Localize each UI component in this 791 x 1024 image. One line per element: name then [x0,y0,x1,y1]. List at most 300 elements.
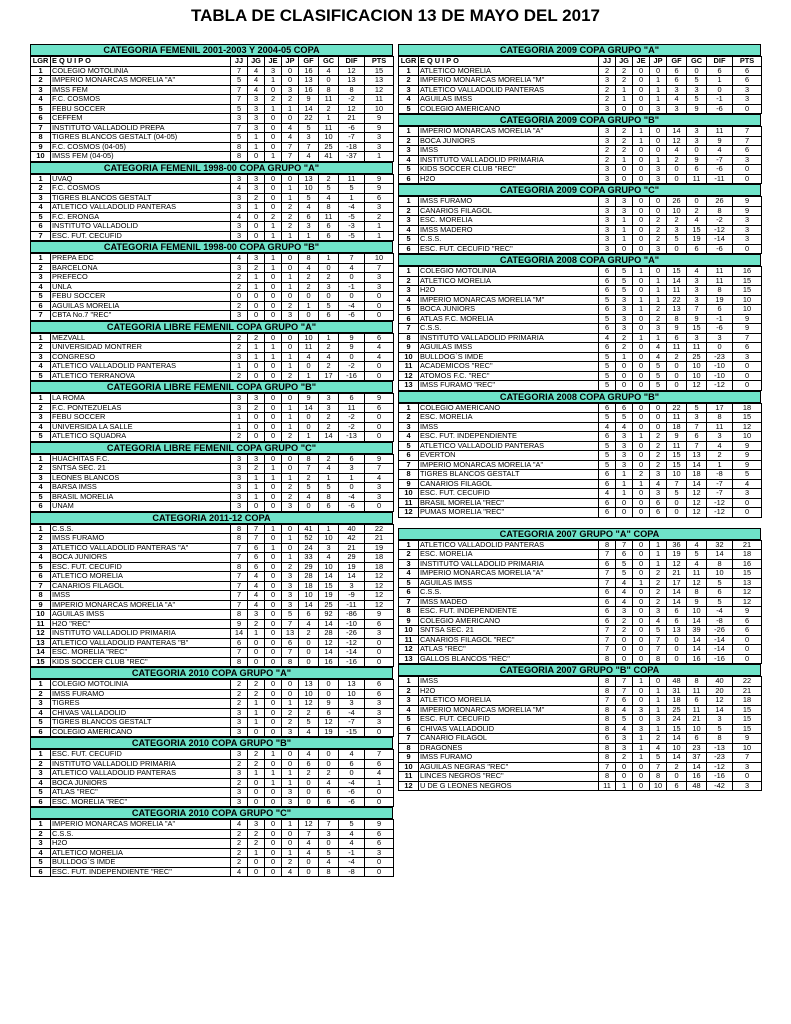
stat-cell: 1 [616,470,633,480]
stat-cell: -4 [339,858,365,868]
stat-cell: 5 [667,489,687,499]
team-cell: COLEGIO AMERICANO [419,403,599,413]
stat-cell: 0 [265,502,282,512]
stat-cell: -7 [339,133,365,143]
stat-cell: 3 [299,133,319,143]
rank-cell: 3 [31,193,51,203]
stat-cell: 11 [319,212,339,222]
stat-cell: 0 [365,371,394,381]
stat-cell: 4 [319,352,339,362]
stat-cell: -2 [339,362,365,372]
stat-cell: 5 [616,715,633,725]
stat-cell: 3 [282,581,299,591]
stat-cell: 5 [231,104,248,114]
stat-cell: 2 [599,155,616,165]
stat-cell: 1 [248,629,265,639]
team-cell: C.S.S. [51,829,231,839]
stat-cell: 0 [282,689,299,699]
stat-cell: 3 [231,193,248,203]
stat-cell: 0 [299,778,319,788]
stat-cell: 21 [365,534,394,544]
team-cell: IMSS FEM (04-05) [51,152,231,162]
stat-cell: 4 [616,422,633,432]
stat-cell: 8 [687,588,707,598]
stat-cell: 8 [319,85,339,95]
stat-cell: 2 [650,216,667,226]
stat-cell: 3 [616,734,633,744]
stat-cell: 4 [733,479,762,489]
category-header: CATEGORIA 2010 COPA GRUPO "C" [30,807,393,819]
stat-cell: 12 [299,820,319,830]
stat-cell: 1 [650,155,667,165]
rank-cell: 11 [399,635,419,645]
table-row [31,222,394,232]
stat-cell: 0 [733,645,762,655]
stat-cell: 1 [265,76,282,86]
stat-cell: 0 [265,708,282,718]
stat-cell: 0 [265,562,282,572]
table-row [399,686,762,696]
stat-cell: 1 [299,301,319,311]
table-row [31,727,394,737]
stat-cell: 1 [650,295,667,305]
stat-cell: 1 [282,848,299,858]
table-row [399,451,762,461]
stat-cell: 4 [599,333,616,343]
rank-cell: 1 [399,267,419,277]
stat-cell: 6 [299,212,319,222]
stat-cell: 0 [667,174,687,184]
stat-cell: 21 [339,114,365,124]
team-cell: IMPERIO MONARCAS MORELIA "A" [51,76,231,86]
stat-cell: 12 [667,136,687,146]
stat-cell: 7 [650,635,667,645]
rank-cell: 3 [31,473,51,483]
stat-cell: 2 [248,193,265,203]
stat-cell: 9 [733,734,762,744]
stat-cell: 2 [319,362,339,372]
stat-cell: 2 [319,454,339,464]
stat-cell: 15 [733,276,762,286]
stat-cell: 7 [687,305,707,315]
team-cell: C.S.S. [419,588,599,598]
table-row [399,295,762,305]
stat-cell: 0 [282,114,299,124]
table-row [399,734,762,744]
team-cell: COLEGIO AMERICANO [51,727,231,737]
team-cell: IMPERIO MONARCAS MORELIA "M" [419,76,599,86]
stat-cell: 2 [616,616,633,626]
stat-cell: 3 [599,206,616,216]
stat-cell: 14 [687,460,707,470]
stat-cell: 19 [687,235,707,245]
rank-cell: 12 [399,371,419,381]
table-row [31,492,394,502]
stat-cell: -6 [339,502,365,512]
category-header: CATEGORIA 2010 COPA GRUPO "A" [30,667,393,679]
stat-cell: 0 [299,797,319,807]
stat-cell: 3 [231,464,248,474]
stat-cell: 4 [365,769,394,779]
stat-cell: 0 [633,451,650,461]
stat-cell: 2 [599,66,616,76]
team-cell: ATLETICO MORELIA [419,696,599,706]
rank-cell: 7 [399,324,419,334]
table-row [31,638,394,648]
stat-cell: -10 [707,362,733,372]
stat-cell: 4 [282,867,299,877]
stat-cell: 7 [231,572,248,582]
stat-cell: 3 [231,718,248,728]
stat-cell: 0 [733,165,762,175]
stat-cell: 36 [667,540,687,550]
stat-cell: 0 [633,569,650,579]
team-cell: COLEGIO AMERICANO [419,616,599,626]
team-cell: CHIVAS VALLADOLID [51,708,231,718]
column-header: E Q U I P O [419,57,599,67]
stat-cell: 0 [633,343,650,353]
stat-cell: 12 [365,85,394,95]
stat-cell: 41 [319,152,339,162]
table-row [31,778,394,788]
stat-cell: 14 [687,616,707,626]
team-cell: IMSS [51,591,231,601]
table-row [399,314,762,324]
table-row [399,772,762,782]
stat-cell: 3 [599,244,616,254]
stat-cell: 9 [687,314,707,324]
stat-cell: 0 [265,657,282,667]
column-header: GC [319,57,339,67]
stat-cell: 28 [299,572,319,582]
stat-cell: 1 [616,85,633,95]
stat-cell: 0 [339,483,365,493]
rank-cell: 5 [31,492,51,502]
stat-cell: 0 [299,311,319,321]
stat-cell: 3 [248,610,265,620]
table-row [399,550,762,560]
stat-cell: 6 [599,276,616,286]
stat-cell: 2 [299,282,319,292]
stat-cell: 2 [282,432,299,442]
stat-cell: 3 [650,165,667,175]
stat-cell: 5 [599,441,616,451]
stat-cell: 22 [365,524,394,534]
column-header: DIF [707,57,733,67]
stat-cell: 0 [319,689,339,699]
stat-cell: 11 [707,276,733,286]
stat-cell: 1 [633,305,650,315]
stat-cell: -2 [339,95,365,105]
table-row [31,502,394,512]
stat-cell: -4 [339,301,365,311]
stat-cell: 3 [248,820,265,830]
stat-cell: 19 [707,295,733,305]
stat-cell: 3 [282,600,299,610]
stat-cell: 5 [650,626,667,636]
rank-cell: 6 [399,174,419,184]
stat-cell: 8 [319,867,339,877]
table-row [31,203,394,213]
stat-cell: 1 [282,534,299,544]
stat-cell: 0 [265,788,282,798]
stat-cell: 2 [282,562,299,572]
rank-cell: 6 [31,114,51,124]
stat-cell: 2 [231,759,248,769]
team-cell: F.C. ERONGA [51,212,231,222]
team-cell: FEBU SOCCER [51,104,231,114]
stat-cell: 4 [339,829,365,839]
stat-cell: 4 [650,743,667,753]
stat-cell: -23 [707,753,733,763]
team-cell: AGUILAS IMSS [419,578,599,588]
category-header: CATEGORIA FEMENIL 1998-00 COPA GRUPO "A" [30,162,393,174]
table-row [31,629,394,639]
table-row [31,848,394,858]
stat-cell: 0 [667,362,687,372]
team-cell: F.C. COSMOS [51,184,231,194]
rank-cell: 1 [399,677,419,687]
rank-cell: 7 [31,581,51,591]
stat-cell: 12 [733,597,762,607]
stat-cell: 25 [319,600,339,610]
stat-cell: 24 [299,543,319,553]
page-title: TABLA DE CLASIFICACION 13 DE MAYO DEL 2017 [190,6,601,25]
stat-cell: 1 [282,413,299,423]
column-header: JE [633,57,650,67]
stat-cell: 41 [299,524,319,534]
stat-cell: 6 [733,626,762,636]
standings-block [30,512,393,668]
stat-cell: 1 [339,193,365,203]
team-cell: BULLDOG`S IMDE [51,858,231,868]
stat-cell: 39 [687,626,707,636]
stat-cell: 6 [599,508,616,518]
stat-cell: 14 [299,600,319,610]
stat-cell: 3 [339,699,365,709]
stat-cell: 0 [667,381,687,391]
stat-cell: 0 [265,371,282,381]
stat-cell: 0 [265,174,282,184]
stat-cell: 3 [365,699,394,709]
stat-cell: 26 [667,197,687,207]
table-row [399,635,762,645]
stat-cell: 0 [616,174,633,184]
team-cell: CANARIOS FILAGOL [419,206,599,216]
stat-cell: 4 [707,146,733,156]
stat-cell: 2 [282,858,299,868]
rank-cell: 3 [31,839,51,849]
stat-cell: 3 [616,451,633,461]
team-cell: IMSS MADEO [419,597,599,607]
stat-cell: 2 [667,352,687,362]
stat-cell: 3 [231,394,248,404]
stat-cell: 1 [633,432,650,442]
column-header: LGR [31,57,51,67]
table-row [31,413,394,423]
stat-cell: 6 [319,311,339,321]
stat-cell: -14 [707,635,733,645]
stat-cell: 10 [299,184,319,194]
stat-cell: 11 [687,569,707,579]
team-cell: ATLETICO MORELIA [419,276,599,286]
stat-cell: 40 [707,677,733,687]
stat-cell: 6 [599,588,616,598]
standings-block [398,391,761,518]
stat-cell: 7 [248,534,265,544]
stat-cell: 11 [687,174,707,184]
stat-cell: 0 [633,352,650,362]
rank-cell: 4 [31,848,51,858]
stat-cell: 7 [231,553,248,563]
category-header: CATEGORIA 2009 COPA GRUPO "C" [398,184,761,196]
stat-cell: 13 [667,626,687,636]
stat-cell: 5 [650,362,667,372]
rank-cell: 1 [399,540,419,550]
table-row [31,553,394,563]
stat-cell: 10 [687,362,707,372]
team-cell: KIDS SOCCER CLUB "REC" [419,165,599,175]
column-header: JG [616,57,633,67]
stat-cell: 0 [282,333,299,343]
team-cell: AGUILAS IMSS [419,343,599,353]
rank-cell: 5 [399,104,419,114]
stat-cell: 1 [265,254,282,264]
stat-cell: 1 [633,743,650,753]
stat-cell: 6 [599,597,616,607]
standings-block [398,254,761,391]
stat-cell: 0 [616,772,633,782]
stat-cell: 11 [339,174,365,184]
stat-cell: 0 [265,85,282,95]
stat-cell: 15 [733,569,762,579]
stat-cell: 3 [231,222,248,232]
stat-cell: 2 [707,451,733,461]
stat-cell: 8 [707,559,733,569]
table-row [31,680,394,690]
stat-cell: 7 [650,762,667,772]
rank-cell: 2 [31,343,51,353]
stat-cell: -7 [707,489,733,499]
stat-cell: 16 [299,85,319,95]
table-row [399,174,762,184]
stat-cell: 2 [616,333,633,343]
rank-cell: 9 [31,600,51,610]
stat-cell: 3 [231,263,248,273]
stat-cell: -12 [707,498,733,508]
table-row [399,460,762,470]
stat-cell: 0 [633,540,650,550]
rank-cell: 6 [399,588,419,598]
stat-cell: 7 [650,645,667,655]
team-cell: AGUILAS MORELIA [51,301,231,311]
stat-cell: 17 [707,403,733,413]
stat-cell: 6 [339,394,365,404]
rank-cell: 2 [31,689,51,699]
stat-cell: 1 [616,352,633,362]
stat-cell: -12 [707,225,733,235]
stat-cell: 2 [616,127,633,137]
stat-cell: 1 [365,231,394,241]
stat-cell: 1 [319,473,339,483]
stat-cell: 15 [667,451,687,461]
team-cell: INSTITUTO VALLADOLID PRIMARIA [419,559,599,569]
rank-cell: 1 [31,680,51,690]
stat-cell: 9 [733,197,762,207]
stat-cell: 0 [265,648,282,658]
stat-cell: -11 [707,174,733,184]
team-cell: C.S.S. [419,324,599,334]
stat-cell: 12 [319,638,339,648]
stat-cell: 6 [599,267,616,277]
team-cell: CHIVAS VALLADOLID [419,724,599,734]
stat-cell: 1 [248,142,265,152]
rank-cell: 4 [399,295,419,305]
stat-cell: 0 [633,616,650,626]
stat-cell: 3 [248,174,265,184]
stat-cell: -7 [339,718,365,728]
table-row [399,432,762,442]
stat-cell: 5 [616,267,633,277]
stat-cell: 10 [650,781,667,791]
table-row [399,616,762,626]
stat-cell: 3 [687,286,707,296]
stat-cell: 2 [650,235,667,245]
stat-cell: 0 [633,460,650,470]
table-row [399,225,762,235]
stat-cell: 5 [319,848,339,858]
stat-cell: 2 [248,839,265,849]
stat-cell: 0 [299,502,319,512]
stat-cell: 0 [616,498,633,508]
rank-cell: 5 [31,371,51,381]
stat-cell: 0 [633,559,650,569]
stat-cell: 9 [687,155,707,165]
team-cell: IMSS MADERO [419,225,599,235]
stat-cell: 6 [365,689,394,699]
table-row [31,123,394,133]
stat-cell: 0 [733,772,762,782]
table-row [31,839,394,849]
stat-cell: 0 [282,750,299,760]
stat-cell: 2 [248,403,265,413]
stat-cell: 3 [231,769,248,779]
table-row [31,263,394,273]
team-cell: ATLETICO VALLADOLID PANTERAS "B" [51,638,231,648]
stat-cell: 3 [231,797,248,807]
stat-cell: 11 [365,95,394,105]
rank-cell: 4 [399,705,419,715]
stat-cell: 0 [633,772,650,782]
stat-cell: 7 [733,333,762,343]
category-header: CATEGORIA LIBRE FEMENIL COPA GRUPO "B" [30,381,393,393]
stat-cell: 0 [265,867,282,877]
stat-cell: 6 [299,610,319,620]
stat-cell: 3 [231,454,248,464]
team-cell: EVERTON [419,451,599,461]
stat-cell: 3 [365,483,394,493]
team-cell: BARCELONA [51,263,231,273]
rank-cell: 2 [31,534,51,544]
stat-cell: 2 [265,95,282,105]
team-cell: COLEGIO AMERICANO [419,104,599,114]
stat-cell: 0 [339,292,365,302]
stat-cell: 48 [687,781,707,791]
rank-cell: 12 [31,629,51,639]
stat-cell: -1 [707,314,733,324]
stat-cell: 5 [599,295,616,305]
stat-cell: 0 [265,759,282,769]
